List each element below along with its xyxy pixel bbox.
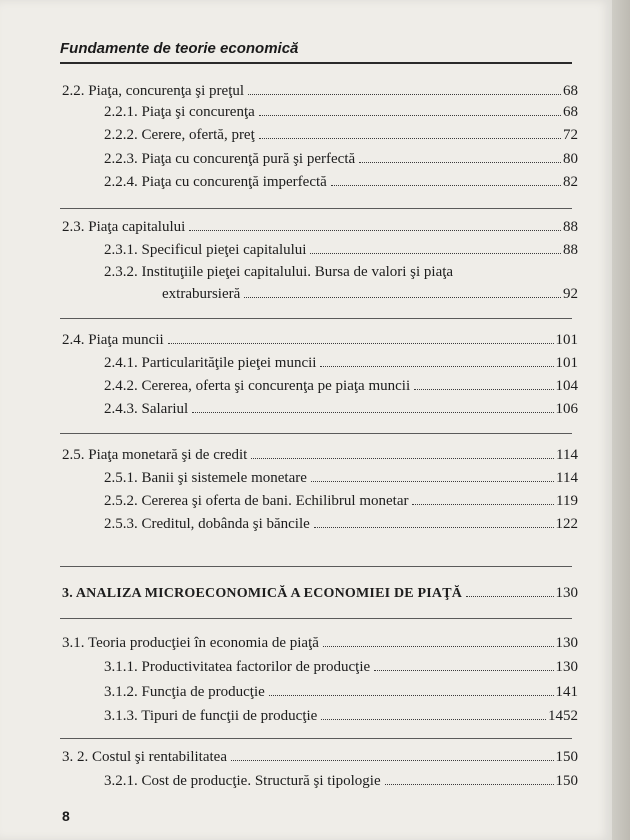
toc-entry-title: 2.4. Piaţa muncii bbox=[62, 332, 164, 348]
dot-leader bbox=[231, 760, 554, 761]
toc-entry-subsection[interactable] bbox=[104, 354, 578, 372]
dot-leader bbox=[374, 670, 553, 671]
toc-entry-page: 68 bbox=[563, 104, 578, 120]
toc-entry-page: 114 bbox=[556, 470, 578, 486]
dot-leader bbox=[192, 412, 553, 413]
section-divider bbox=[60, 618, 572, 619]
dot-leader bbox=[331, 185, 561, 186]
toc-entry-title-cont: extrabursieră bbox=[162, 286, 241, 302]
toc-entry-section[interactable] bbox=[62, 218, 578, 236]
toc-entry-title: 2.5.1. Banii şi sistemele monetare bbox=[104, 470, 307, 486]
toc-entry-subsection[interactable] bbox=[104, 103, 578, 121]
toc-entry-title: 2.5.3. Creditul, dobânda şi băncile bbox=[104, 516, 310, 532]
toc-entry-subsection[interactable] bbox=[104, 400, 578, 418]
dot-leader bbox=[189, 230, 561, 231]
toc-entry-title: 2.2. Piaţa, concurenţa şi preţul bbox=[62, 83, 245, 99]
header-rule bbox=[60, 62, 572, 64]
section-divider bbox=[60, 566, 572, 567]
toc-entry-page: 150 bbox=[555, 773, 578, 789]
toc-entry-subsection[interactable] bbox=[104, 658, 578, 676]
toc-entry-title: 3.1. Teoria producţiei în economia de piaţă bbox=[62, 635, 319, 651]
toc-entry-page: 150 bbox=[555, 749, 578, 765]
toc-chapter-title: 3. ANALIZA MICROECONOMICĂ A ECONOMIEI DE PIAŢĂ bbox=[62, 586, 463, 601]
toc-entry-page: 92 bbox=[563, 286, 578, 302]
dot-leader bbox=[259, 115, 561, 116]
toc-entry-title: 3. 2. Costul şi rentabilitatea bbox=[62, 749, 227, 765]
toc-entry-section[interactable] bbox=[62, 748, 578, 766]
toc-entry-title-line1: 2.3.2. Instituţiile pieţei capitalului. Bursa de valori şi piaţa bbox=[104, 264, 454, 280]
toc-entry-subsection[interactable] bbox=[104, 241, 578, 259]
toc-entry-page: 130 bbox=[555, 635, 578, 651]
toc-entry-title: 2.2.4. Piaţa cu concurenţă imperfectă bbox=[104, 174, 327, 190]
toc-entry-page: 104 bbox=[555, 378, 578, 394]
toc-entry-subsection[interactable] bbox=[104, 772, 578, 790]
toc-entry-subsection[interactable] bbox=[104, 469, 578, 487]
dot-leader bbox=[259, 138, 561, 139]
toc-entry-section[interactable] bbox=[62, 446, 578, 464]
section-divider bbox=[60, 738, 572, 739]
toc-entry-page: 141 bbox=[555, 684, 578, 700]
toc-entry-page: 114 bbox=[556, 447, 578, 463]
toc-entry-subsection[interactable] bbox=[104, 126, 578, 144]
toc-entry-title: 2.5.2. Cererea şi oferta de bani. Echilibrul monetar bbox=[104, 493, 409, 509]
toc-entry-title: 2.2.1. Piaţa şi concurenţa bbox=[104, 104, 255, 120]
section-divider bbox=[60, 433, 572, 434]
toc-entry-title: 2.2.2. Cerere, ofertă, preţ bbox=[104, 127, 255, 143]
dot-leader bbox=[168, 343, 554, 344]
dot-leader bbox=[385, 784, 554, 785]
toc-entry-title: 3.1.2. Funcţia de producţie bbox=[104, 684, 265, 700]
toc-entry-section[interactable] bbox=[62, 82, 578, 100]
toc-entry-page: 82 bbox=[563, 174, 578, 190]
toc-entry-subsection[interactable] bbox=[104, 515, 578, 533]
toc-entry-subsection[interactable] bbox=[104, 683, 578, 701]
dot-leader bbox=[320, 366, 553, 367]
toc-entry-title: 3.1.1. Productivitatea factorilor de producţie bbox=[104, 659, 371, 675]
dot-leader bbox=[248, 94, 561, 95]
toc-entry-title: 2.3. Piaţa capitalului bbox=[62, 219, 186, 235]
dot-leader bbox=[314, 527, 554, 528]
toc-entry-chapter[interactable] bbox=[62, 584, 578, 603]
page-number: 8 bbox=[62, 808, 70, 824]
toc-entry-page: 106 bbox=[555, 401, 578, 417]
toc-entry-page: 122 bbox=[555, 516, 578, 532]
section-divider bbox=[60, 318, 572, 319]
toc-entry-page: 130 bbox=[555, 659, 578, 675]
toc-entry-title: 3.2.1. Cost de producţie. Structură şi tipologie bbox=[104, 773, 381, 789]
toc-entry-page: 119 bbox=[556, 493, 578, 509]
dot-leader bbox=[251, 458, 554, 459]
toc-entry-page: 68 bbox=[563, 83, 578, 99]
dot-leader bbox=[311, 481, 554, 482]
toc-entry-page: 101 bbox=[555, 332, 578, 348]
toc-entry-section[interactable] bbox=[62, 331, 578, 349]
toc-entry-subsection[interactable] bbox=[104, 492, 578, 510]
toc-entry-title: 2.2.3. Piaţa cu concurenţă pură şi perfectă bbox=[104, 151, 356, 167]
toc-entry-section[interactable] bbox=[62, 634, 578, 652]
toc-entry-title: 2.4.2. Cererea, oferta şi concurenţa pe piaţa muncii bbox=[104, 378, 411, 394]
toc-entry-page: 88 bbox=[563, 242, 578, 258]
toc-entry-subsection[interactable] bbox=[104, 173, 578, 191]
toc-entry-page: 80 bbox=[563, 151, 578, 167]
toc-entry-page: 72 bbox=[563, 127, 578, 143]
section-divider bbox=[60, 208, 572, 209]
toc-entry-page: 101 bbox=[555, 355, 578, 371]
toc-entry-title: 3.1.3. Tipuri de funcţii de producţie bbox=[104, 708, 318, 724]
toc-entry-page: 130 bbox=[555, 585, 578, 601]
running-header: Fundamente de teorie economică bbox=[60, 40, 299, 57]
toc-entry-subsection[interactable] bbox=[104, 707, 578, 725]
toc-entry-title: 2.4.1. Particularităţile pieţei muncii bbox=[104, 355, 317, 371]
dot-leader bbox=[414, 389, 553, 390]
page-edge-shadow bbox=[612, 0, 630, 840]
dot-leader bbox=[321, 719, 546, 720]
dot-leader bbox=[412, 504, 554, 505]
toc-entry-page: 88 bbox=[563, 219, 578, 235]
toc-entry-subsection[interactable] bbox=[104, 150, 578, 168]
toc-entry-subsection[interactable] bbox=[104, 377, 578, 395]
toc-entry-title: 2.5. Piaţa monetară şi de credit bbox=[62, 447, 248, 463]
dot-leader bbox=[269, 695, 554, 696]
toc-entry-title: 2.4.3. Salariul bbox=[104, 401, 189, 417]
dot-leader bbox=[466, 596, 553, 597]
dot-leader bbox=[359, 162, 561, 163]
toc-entry-page: 1452 bbox=[548, 708, 578, 724]
toc-entry-subsection[interactable] bbox=[162, 285, 578, 303]
dot-leader bbox=[244, 297, 561, 298]
dot-leader bbox=[310, 253, 561, 254]
dot-leader bbox=[323, 646, 554, 647]
toc-entry-title: 2.3.1. Specificul pieţei capitalului bbox=[104, 242, 307, 258]
